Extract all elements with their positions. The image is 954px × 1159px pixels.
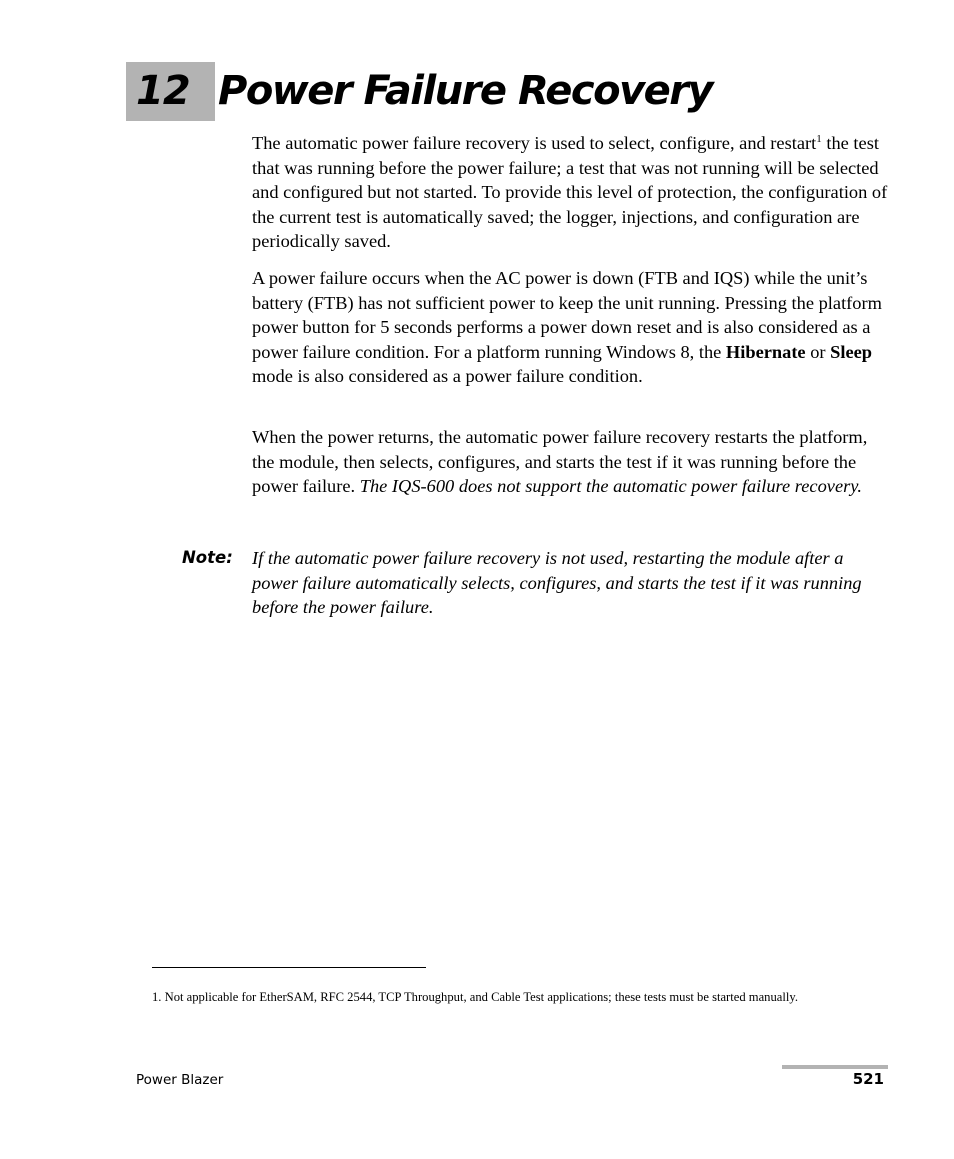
hibernate-term: Hibernate <box>725 341 806 362</box>
paragraph-power-return <box>252 425 892 499</box>
footnote-divider <box>152 967 426 968</box>
paragraph-intro-text-1: The automatic power failure recovery is used to select, configure, and restart <box>252 133 817 153</box>
note-label: Note: <box>182 548 233 567</box>
chapter-number: 12 <box>136 68 190 114</box>
footnote-reference[interactable]: 1 <box>816 133 822 145</box>
paragraph-return-text: When the power returns, the automatic power failure recovery restarts the platform, the module, then selects, configures, and starts the test if it was running before the power failure. <box>252 427 868 497</box>
paragraph-intro-text-2: the test that was running before the power failure; a test that was not running will be selected and configured but not started. To provide this level of protection, the configuration of the current test is automatically saved; the logger, injections, and configuration are periodically saved. <box>252 133 888 252</box>
paragraph-definition-text-3: mode is also considered as a power failure condition. <box>252 366 643 387</box>
chapter-title: Power Failure Recovery <box>218 68 713 114</box>
footnote-text: 1. Not applicable for EtherSAM, RFC 2544, TCP Throughput, and Cable Test applications; these tests must be started manually. <box>152 990 798 1004</box>
sleep-term: Sleep <box>830 341 873 362</box>
paragraph-intro <box>252 131 892 254</box>
note-text: If the automatic power failure recovery is not used, restarting the module after a power failure automatically selects, configures, and starts the test if it was running before the power failure. <box>252 548 862 618</box>
iqs-600-limitation: The IQS-600 does not support the automatic power failure recovery. <box>359 476 863 497</box>
page-number: 521 <box>852 1070 884 1088</box>
paragraph-definition-text-2: or <box>805 341 831 362</box>
paragraph-power-failure-definition <box>252 266 892 389</box>
paragraph-definition-text-1: A power failure occurs when the AC power is down (FTB and IQS) while the unit’s battery (FTB) has not sufficient power to keep the unit running. Pressing the platform power button for 5 seconds performs a power down reset and is also considered as a power failure condition. For a platform running Windows 8, the <box>252 268 882 362</box>
footer-product-name: Power Blazer <box>136 1072 224 1088</box>
